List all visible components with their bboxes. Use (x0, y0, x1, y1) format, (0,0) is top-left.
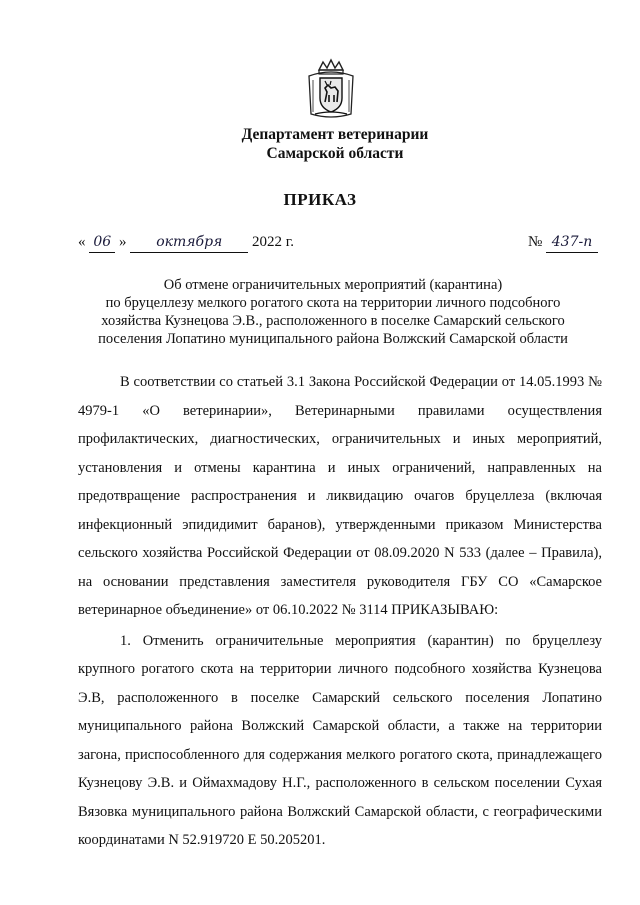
order-day: 06 (89, 232, 115, 253)
department-name (170, 125, 500, 163)
subject-line-4: поселения Лопатино муниципального района Волжский Самарской области (98, 331, 568, 347)
order-month: октября (130, 232, 248, 253)
subject-line-1: Об отмене ограничительных мероприятий (карантина) (163, 277, 503, 293)
subject-line-2: по бруцеллезу мелкого рогатого скота на территории личного подсобного (105, 295, 561, 311)
order-number-value: 437-п (546, 232, 598, 253)
quote-open: « (78, 234, 86, 250)
body-paragraph-item-1: 1. Отменить ограничительные мероприятия (карантин) по бруцеллезу крупного рогатого скота на территории личного подсобного хозяйства Кузнецова Э.В, расположенного в поселке Самарский сельского поселения Лопатино муниципального района Волжский Самарской области, а также на территории загона, приспособленного для содержания мелкого рогатого скота, принадлежащего Кузнецову Э.В. и Оймахмадову Н.Г., расположенного в сельском поселении Сухая Вязовка муниципального района Волжский Самарской области, с географическими координатами N 52.919720 E 50.205201. (78, 632, 602, 848)
department-line-2: Самарской области (266, 145, 404, 162)
subject-line-3: хозяйства Кузнецова Э.В., расположенного в поселке Самарский сельского (101, 313, 565, 329)
order-body (78, 368, 602, 855)
order-subject (88, 276, 578, 348)
department-line-1: Департамент ветеринарии (241, 126, 429, 143)
order-year: 2022 г. (252, 234, 294, 250)
coat-of-arms-icon (305, 58, 357, 120)
number-prefix: № (527, 234, 543, 250)
body-paragraph-preamble: В соответствии со статьей 3.1 Закона Российской Федерации от 14.05.1993 № 4979-1 «О ветеринарии», Ветеринарными правилами осуществления профилактических, диагностических, ограничительных и иных мероприятий, установления и отмены карантина и иных ограничений, направленных на предотвращение распространения и ликвидацию очагов бруцеллеза (включая инфекционный эпидидимит баранов), утвержденными приказом Министерства сельского хозяйства Российской Федерации от 08.09.2020 N 533 (далее – Правила), на основании представления заместителя руководителя ГБУ СО «Самарское ветеринарное объединение» от 06.10.2022 № 3114 ПРИКАЗЫВАЮ: (78, 374, 602, 618)
quote-close: » (119, 234, 127, 250)
document-title: ПРИКАЗ (283, 190, 357, 209)
order-date (78, 232, 294, 253)
order-number (528, 232, 598, 253)
